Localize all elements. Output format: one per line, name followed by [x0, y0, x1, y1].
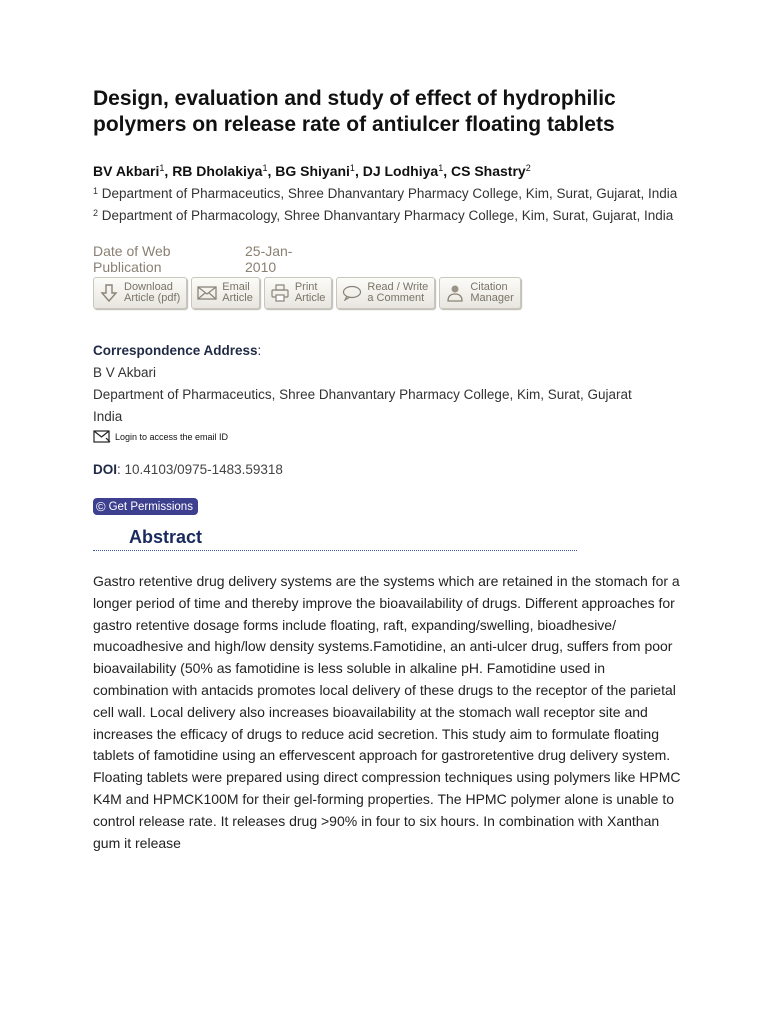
- button-label: Manager: [470, 292, 514, 304]
- download-article-button[interactable]: [93, 277, 187, 309]
- affiliation-marker: 2: [525, 163, 531, 173]
- doi-colon: :: [117, 462, 125, 477]
- copyright-icon: ©: [96, 499, 106, 514]
- get-permissions-label: Get Permissions: [108, 500, 193, 513]
- button-label: a Comment: [367, 292, 425, 304]
- abstract-text: Gastro retentive drug delivery systems are the systems which are retained in the stomach for a longer period of time and thereby improve the bioavailability of drugs. Different approaches for gastro retentive dosage forms include floating, raft, expanding/swelling, bioadhesive/ mucoadhesive and high/low density systems.Famotidine, an anti-ulcer drug, suffers from poor bioavailability (50% as famotidine is less soluble in alkaline pH. Famotidine used in combination with antacids promotes local delivery of these drugs to the receptor of the parietal cell wall. Local delivery also increases bioavailability at the stomach wall receptor site and increases the efficacy of drugs to reduce acid secretion. This study aim to formulate floating tablets of famotidine using an effervescent approach for gastroretentive drug delivery system. Floating tablets were prepared using direct compression techniques using polymers like HPMC K4M and HPMCK100M for their gel-forming properties. The HPMC polymer alone is unable to control release rate. It releases drug >90% in four to six hours. In combination with Xanthan gum it release: [93, 573, 681, 851]
- publication-date-value: [245, 243, 325, 275]
- author-name[interactable]: BG Shiyani: [275, 163, 350, 179]
- date-label-line: Publication: [93, 259, 162, 275]
- author-separator: ,: [354, 163, 363, 179]
- citation-icon: [444, 282, 466, 304]
- button-label: Email: [222, 281, 250, 293]
- author[interactable]: [275, 163, 355, 179]
- affiliation-text: Department of Pharmacology, Shree Dhanvantary Pharmacy College, Kim, Surat, Gujarat, India: [98, 208, 674, 223]
- email-login-link[interactable]: [93, 430, 683, 443]
- correspondence-name: B V Akbari: [93, 365, 157, 380]
- print-article-button[interactable]: [264, 277, 333, 309]
- doi-link[interactable]: 10.4103/0975-1483.59318: [124, 462, 283, 477]
- affiliation-text: Department of Pharmaceutics, Shree Dhanvantary Pharmacy College, Kim, Surat, Gujarat, India: [98, 186, 678, 201]
- abstract-divider: [93, 550, 577, 551]
- button-label: Article: [294, 292, 326, 304]
- author-separator: ,: [267, 163, 276, 179]
- author-separator: ,: [164, 163, 173, 179]
- email-icon: [196, 282, 218, 304]
- email-article-button[interactable]: [191, 277, 260, 309]
- correspondence-colon: :: [257, 343, 262, 358]
- comment-icon: [341, 282, 363, 304]
- correspondence-country: India: [93, 409, 123, 424]
- publication-date-label: [93, 243, 245, 275]
- doi-line: [93, 461, 683, 479]
- article-title: Design, evaluation and study of effect of hydrophilic polymers on release rate of antiulcer floating tablets: [93, 87, 616, 136]
- button-label: Citation: [470, 281, 508, 293]
- article-actions-toolbar: [93, 277, 683, 309]
- affiliation-number: 1: [93, 186, 99, 196]
- affiliation-marker: 1: [349, 163, 355, 173]
- doi-label: DOI: [93, 462, 118, 477]
- button-label: Article (pdf): [124, 292, 181, 304]
- button-label: Read / Write: [367, 281, 429, 293]
- correspondence-heading: [93, 340, 683, 362]
- get-permissions-button[interactable]: [93, 498, 198, 515]
- correspondence-heading-text: Correspondence Address: [93, 343, 258, 358]
- email-login-text[interactable]: Login to access the email ID: [115, 431, 229, 442]
- affiliation-marker: 1: [159, 163, 165, 173]
- button-label: Download: [124, 281, 173, 293]
- envelope-icon: [93, 430, 111, 443]
- author-separator: ,: [443, 163, 451, 179]
- affiliations: [93, 183, 683, 227]
- affiliation-number: 2: [93, 208, 99, 218]
- button-label: Print: [294, 281, 318, 293]
- button-label: Article: [222, 292, 253, 304]
- author[interactable]: [93, 163, 164, 179]
- date-value-line: 25-Jan-: [245, 243, 293, 259]
- author-list: [93, 162, 683, 180]
- print-icon: [269, 282, 291, 304]
- date-value-line: 2010: [245, 259, 277, 275]
- author[interactable]: [451, 163, 531, 179]
- abstract-heading: Abstract: [129, 527, 203, 547]
- publication-date: [93, 243, 683, 275]
- date-label-line: Date of Web: [93, 243, 171, 259]
- affiliation-1: [93, 183, 683, 205]
- download-icon: [98, 282, 120, 304]
- author-name[interactable]: DJ Lodhiya: [362, 163, 439, 179]
- affiliation-marker: 1: [438, 163, 444, 173]
- citation-manager-button[interactable]: [439, 277, 520, 309]
- affiliation-marker: 1: [262, 163, 268, 173]
- author[interactable]: [172, 163, 267, 179]
- affiliation-2: [93, 205, 683, 227]
- correspondence-address: Department of Pharmaceutics, Shree Dhanvantary Pharmacy College, Kim, Surat, Gujarat: [93, 387, 632, 402]
- author[interactable]: [363, 163, 443, 179]
- author-name[interactable]: RB Dholakiya: [172, 163, 263, 179]
- author-name[interactable]: BV Akbari: [93, 163, 160, 179]
- read-write-comment-button[interactable]: [336, 277, 435, 309]
- author-name[interactable]: CS Shastry: [450, 163, 526, 179]
- article-page: [93, 86, 683, 854]
